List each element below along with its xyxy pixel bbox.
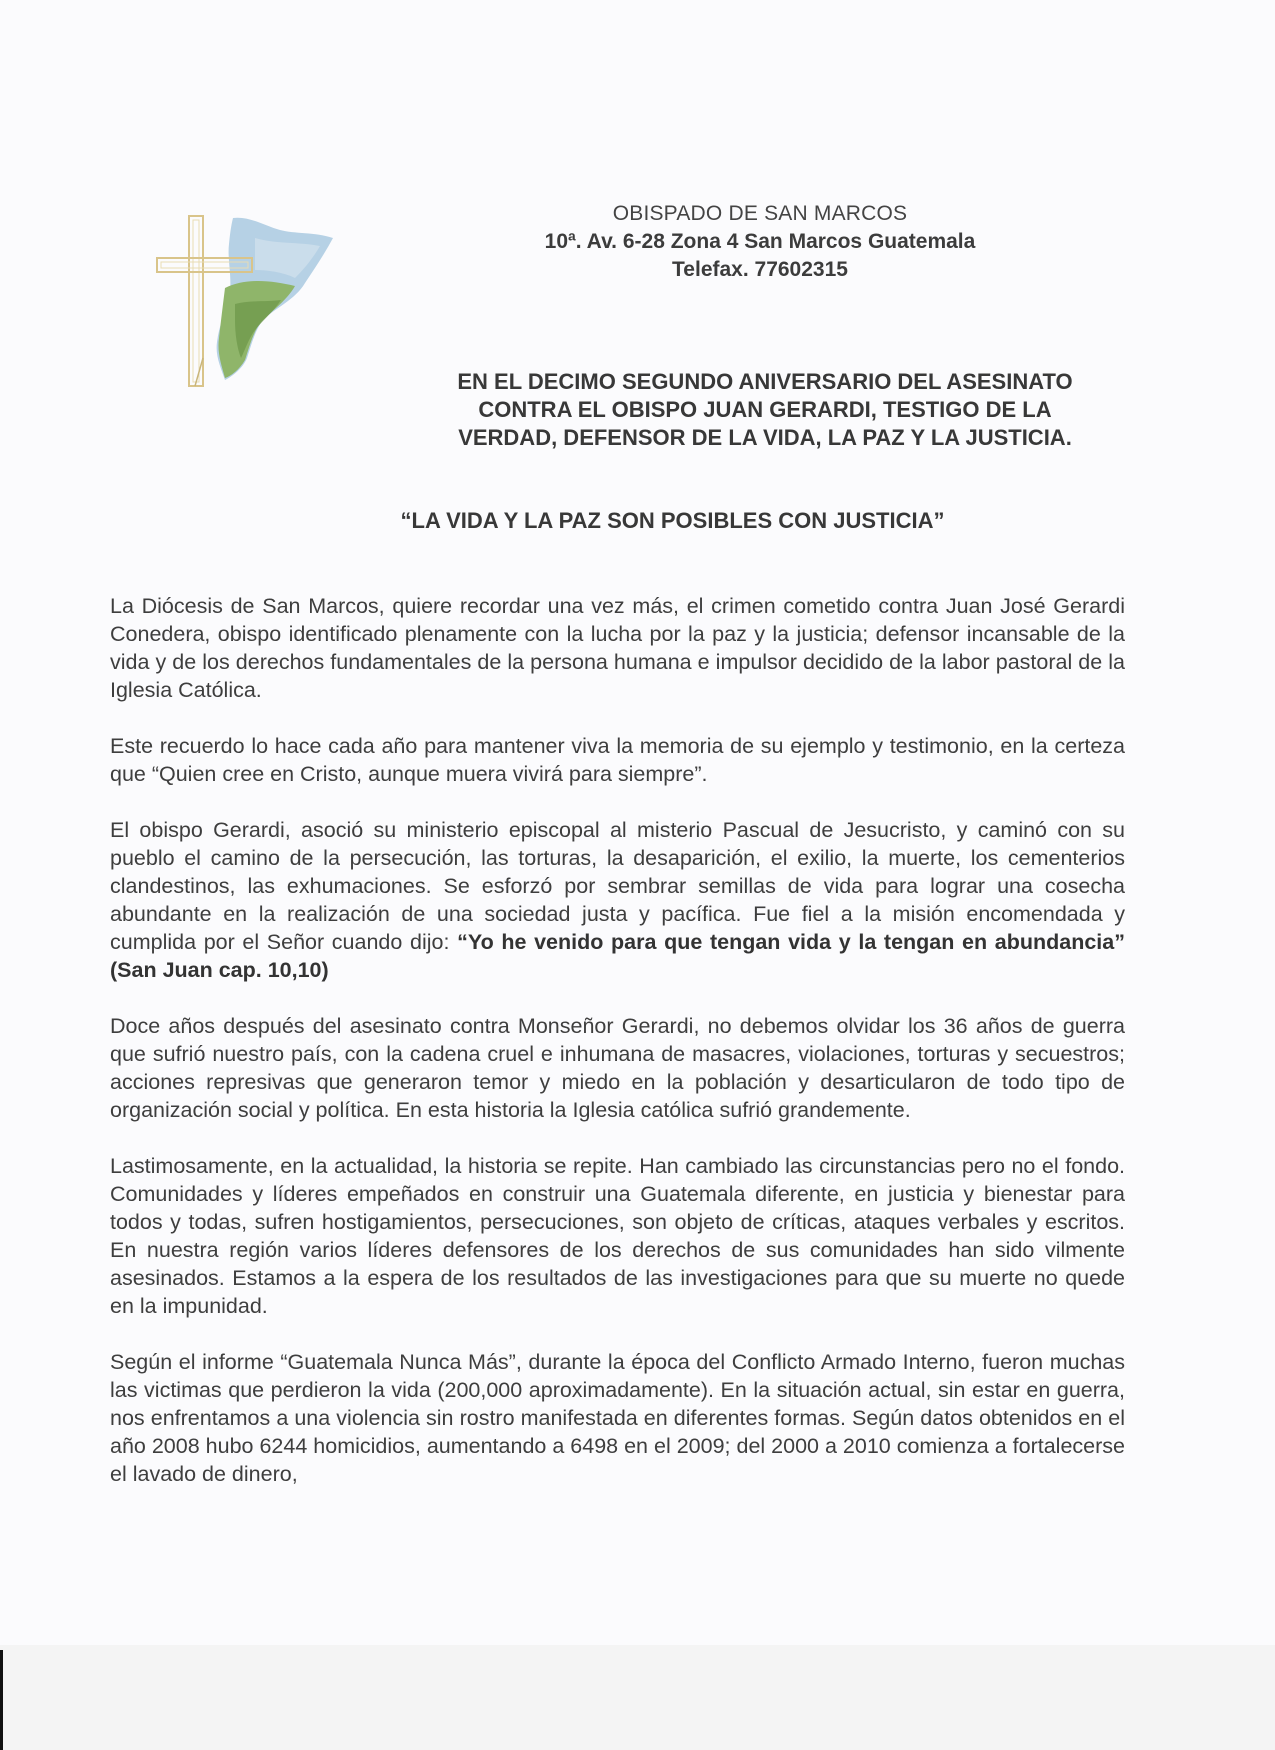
scan-edge-mark bbox=[0, 1650, 3, 1750]
paragraph-5: Lastimosamente, en la actualidad, la historia se repite. Han cambiado las circunstancias pero no el fondo. Comunidades y líderes empeñados en construir una Guatemala diferente, en justicia y bienestar para todos y todas, sufren hostigamientos, persecuciones, son objeto de críticas, ataques verbales y escritos. En nuestra región varios líderes defensores de los derechos de sus comunidades han sido vilmente asesinados. Estamos a la espera de los resultados de las investigaciones para que su muerte no quede en la impunidad. bbox=[110, 1154, 1125, 1318]
paragraph-3-text: El obispo Gerardi, asoció su ministerio episcopal al misterio Pascual de Jesucristo, y caminó con su pueblo el camino de la persecución, las torturas, la desaparición, el exilio, la muerte, los cementerios clandestinos, las exhumaciones. Se esforzó por sembrar semillas de vida para lograr una cosecha abundante en la realización de una sociedad justa y pacífica. Fue fiel a la misión encomendada y cumplida por el Señor cuando dijo: bbox=[110, 818, 1125, 954]
organization-telefax: Telefax. 77602315 bbox=[672, 258, 848, 281]
paragraph-6: Según el informe “Guatemala Nunca Más”, durante la época del Conflicto Armado Interno, fueron muchas las victimas que perdieron la vida (200,000 aproximadamente). En la situación actual, sin estar en guerra, nos enfrentamos a una violencia sin rostro manifestada en diferentes formas. Según datos obtenidos en el año 2008 hubo 6244 homicidios, aumentando a 6498 en el 2009; del 2000 a 2010 comienza a fortalecerse el lavado de dinero, bbox=[110, 1350, 1125, 1486]
letterhead bbox=[440, 200, 1080, 284]
paragraph-1: La Diócesis de San Marcos, quiere recordar una vez más, el crimen cometido contra Juan José Gerardi Conedera, obispo identificado plenamente con la lucha por la paz y la justicia; defensor incansable de la vida y de los derechos fundamentales de la persona humana e impulsor decidido de la labor pastoral de la Iglesia Católica. bbox=[110, 594, 1125, 702]
diocese-logo-icon bbox=[155, 208, 355, 393]
bible-quote: “Yo he venido para que tengan vida y la tengan en abundancia” (San Juan cap. 10,10) bbox=[110, 930, 1125, 982]
paragraph-4: Doce años después del asesinato contra Monseñor Gerardi, no debemos olvidar los 36 años de guerra que sufrió nuestro país, con la cadena cruel e inhumana de masacres, violaciones, torturas y secuestros; acciones represivas que generaron temor y miedo en la población y desarticularon de todo tipo de organización social y política. En esta historia la Iglesia católica sufrió grandemente. bbox=[110, 1014, 1125, 1122]
heading-line-3: VERDAD, DEFENSOR DE LA VIDA, LA PAZ Y LA JUSTICIA. bbox=[458, 425, 1072, 450]
organization-address: 10ª. Av. 6-28 Zona 4 San Marcos Guatemala bbox=[544, 230, 976, 253]
document-heading bbox=[400, 368, 1130, 452]
heading-line-1: EN EL DECIMO SEGUNDO ANIVERSARIO DEL ASESINATO bbox=[457, 369, 1073, 394]
paragraph-2: Este recuerdo lo hace cada año para mantener viva la memoria de su ejemplo y testimonio, en la certeza que “Quien cree en Cristo, aunque muera vivirá para siempre”. bbox=[110, 734, 1125, 786]
scan-bottom-margin bbox=[0, 1645, 1275, 1750]
organization-name: OBISPADO DE SAN MARCOS bbox=[612, 202, 908, 225]
paragraph-3 bbox=[110, 816, 1125, 984]
slogan: “LA VIDA Y LA PAZ SON POSIBLES CON JUSTICIA” bbox=[400, 508, 945, 533]
document-body bbox=[110, 592, 1125, 1516]
heading-line-2: CONTRA EL OBISPO JUAN GERARDI, TESTIGO DE LA bbox=[478, 397, 1052, 422]
